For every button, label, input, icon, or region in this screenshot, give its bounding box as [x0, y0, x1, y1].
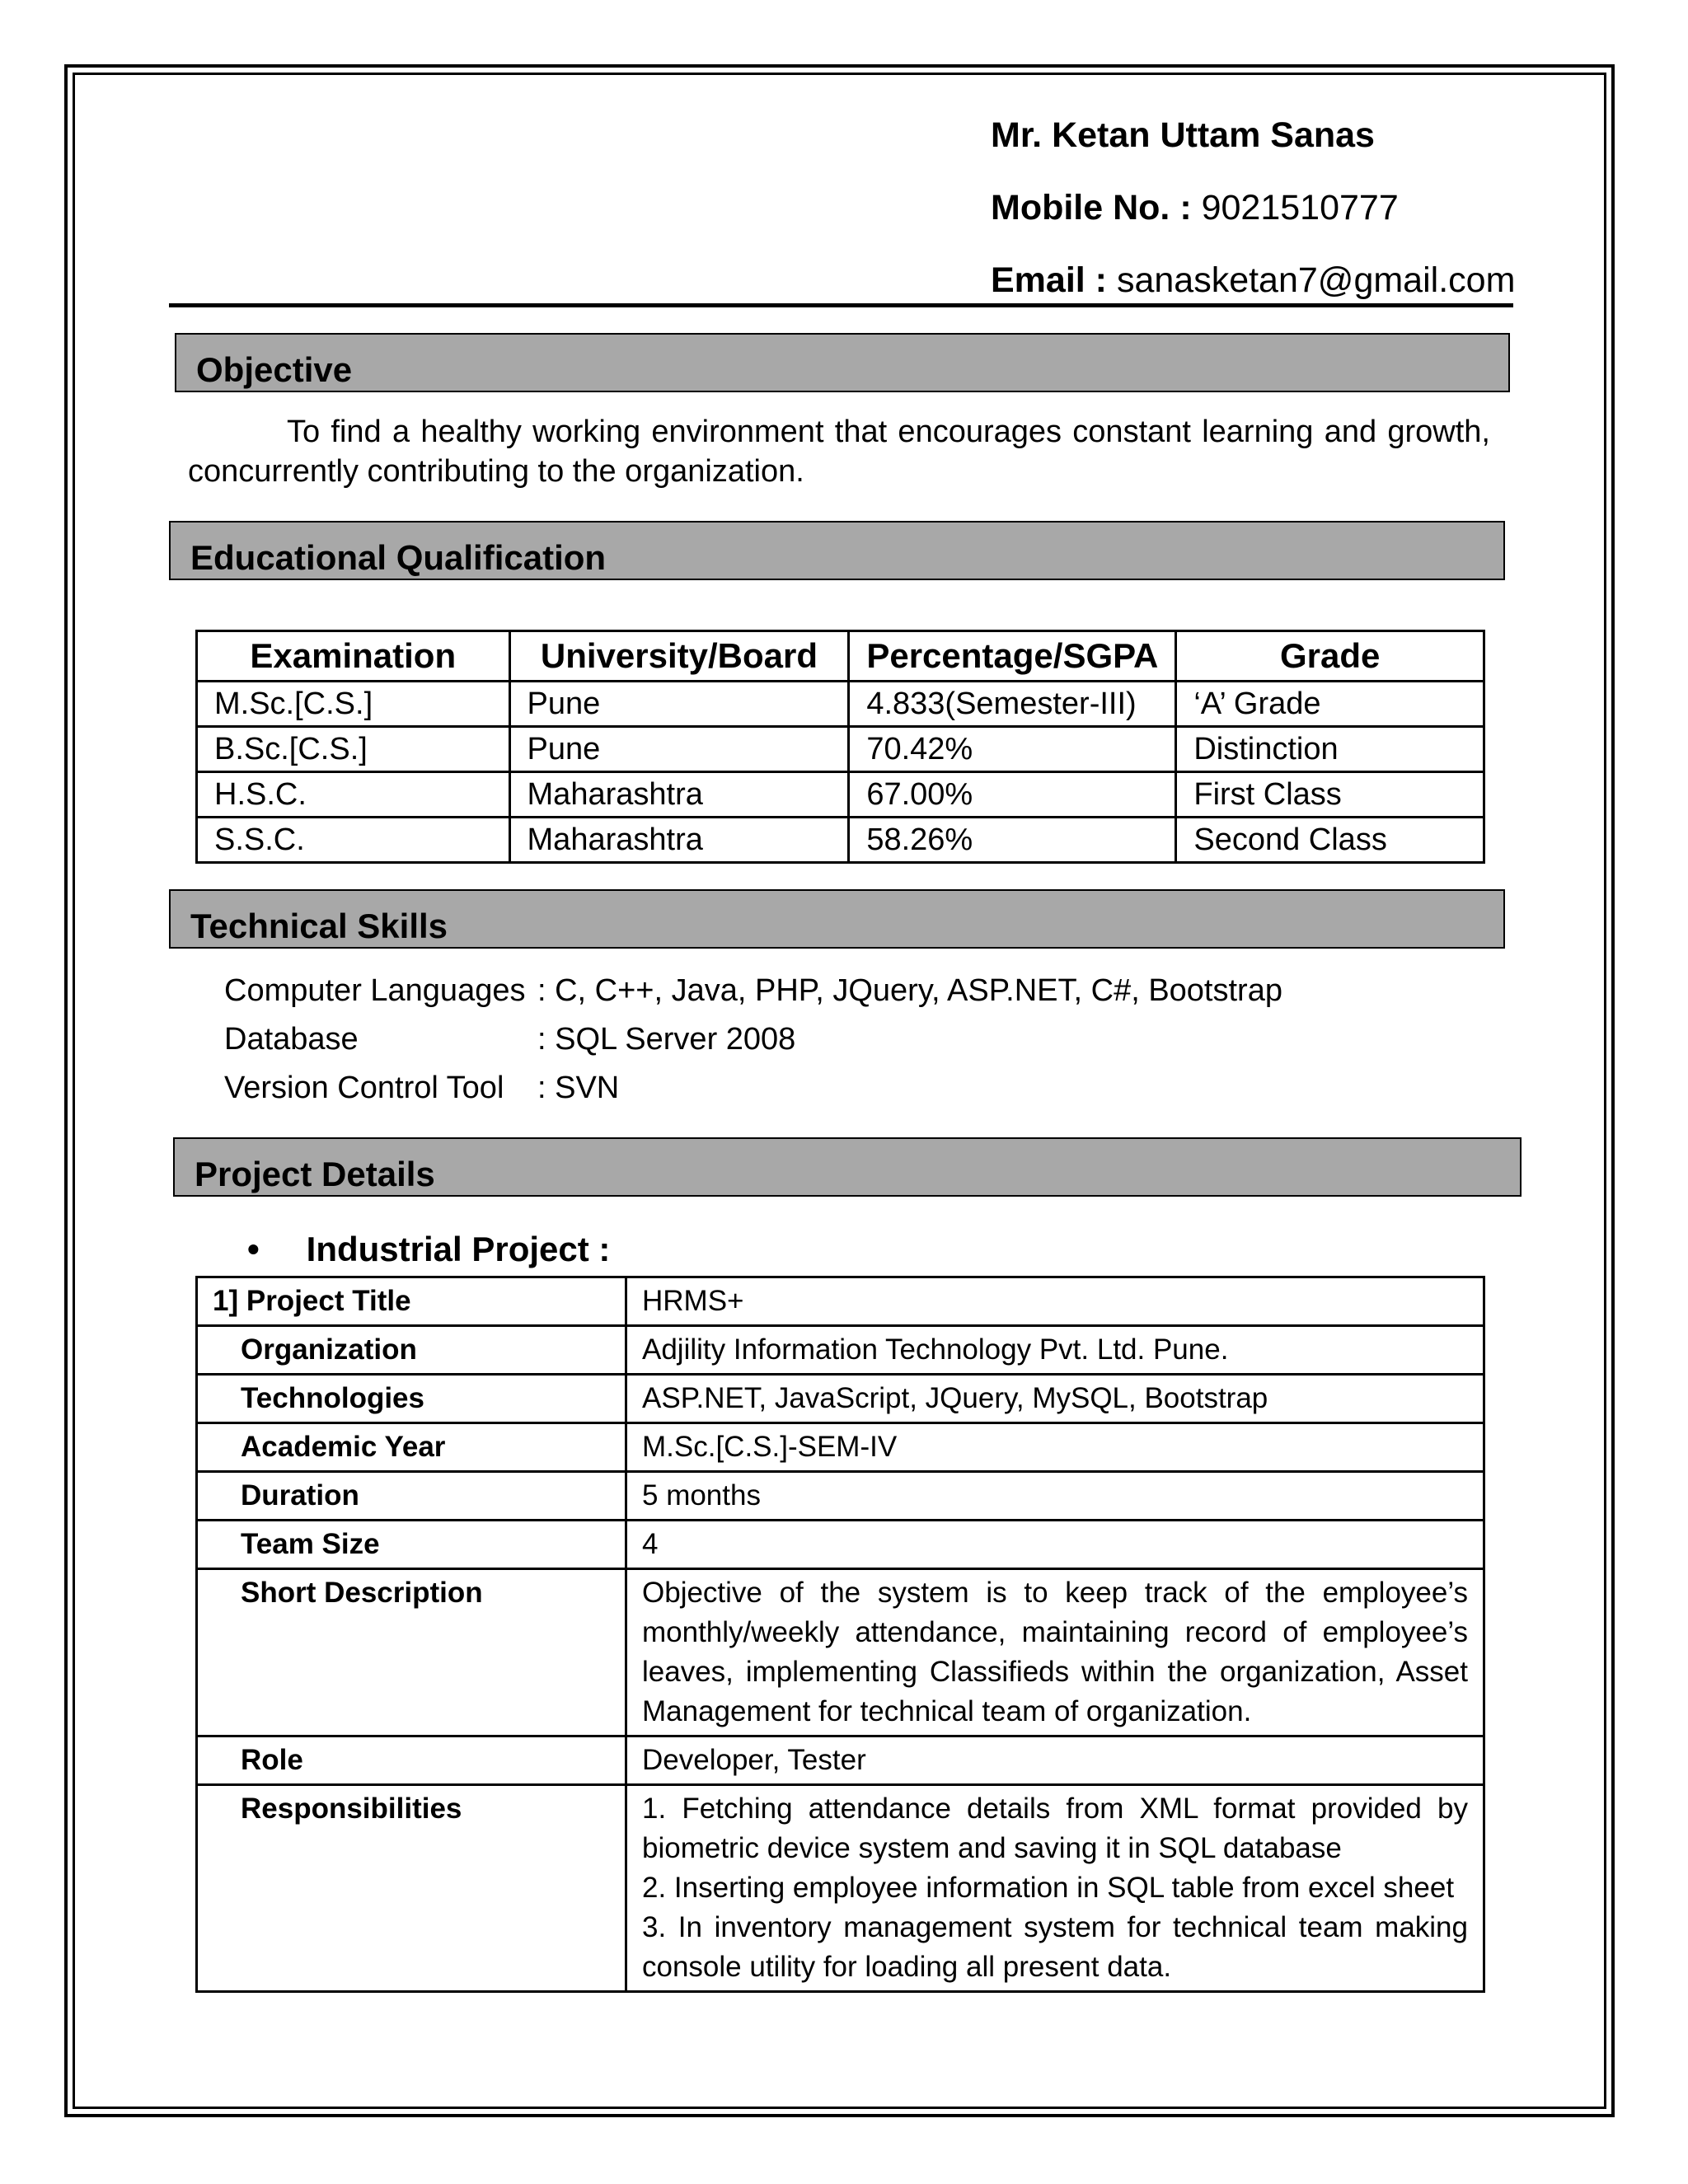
table-row: [197, 1472, 1484, 1521]
skill-label: Version Control Tool: [224, 1071, 504, 1105]
table-cell: ‘A’ Grade: [1176, 682, 1484, 727]
project-field-label: 1] Project Title: [197, 1277, 626, 1326]
table-row: [197, 1569, 1484, 1736]
table-cell: Maharashtra: [509, 818, 849, 863]
bullet-icon: •: [247, 1230, 260, 1268]
table-cell: Distinction: [1176, 727, 1484, 772]
table-cell: Pune: [509, 682, 849, 727]
project-field-label: Responsibilities: [197, 1785, 626, 1992]
skill-row: [224, 1015, 1282, 1064]
table-cell: Pune: [509, 727, 849, 772]
mobile-label: Mobile No. :: [991, 188, 1192, 227]
education-header-row: [197, 631, 1484, 682]
skill-value: : SQL Server 2008: [537, 1022, 796, 1057]
project-field-value: Objective of the system is to keep track of the employee’s monthly/weekly attendance, maintaining record of employee’s leaves, implementing Classifieds within the organization, Asset Management for technical team of organization.: [626, 1569, 1484, 1736]
project-field-value: HRMS+: [626, 1277, 1484, 1326]
table-cell: M.Sc.[C.S.]: [197, 682, 510, 727]
table-row: [197, 682, 1484, 727]
table-cell: 58.26%: [849, 818, 1176, 863]
responsibility-item: 2. Inserting employee information in SQL table from excel sheet: [642, 1872, 1455, 1904]
table-cell: B.Sc.[C.S.]: [197, 727, 510, 772]
objective-text: To find a healthy working environment that encourages constant learning and growth, concurrently contributing to the organization.: [188, 415, 1490, 489]
table-row: [197, 1277, 1484, 1326]
industrial-project-label: Industrial Project :: [306, 1230, 611, 1268]
project-field-value: 5 months: [626, 1472, 1484, 1521]
table-cell: 70.42%: [849, 727, 1176, 772]
skill-row: [224, 967, 1282, 1015]
mobile-line: [991, 171, 1515, 244]
table-cell: H.S.C.: [197, 772, 510, 818]
project-field-label: Duration: [197, 1472, 626, 1521]
table-cell: Maharashtra: [509, 772, 849, 818]
column-header: Examination: [197, 631, 510, 682]
project-field-label: Role: [197, 1736, 626, 1785]
skill-label: Database: [224, 1022, 359, 1057]
project-field-value: [626, 1785, 1484, 1992]
responsibility-item: 3. In inventory management system for technical team making console utility for loading all present data.: [642, 1911, 1468, 1983]
project-field-label: Team Size: [197, 1521, 626, 1569]
table-row: [197, 1785, 1484, 1992]
table-row: [197, 1423, 1484, 1472]
project-field-value: ASP.NET, JavaScript, JQuery, MySQL, Bootstrap: [626, 1375, 1484, 1423]
education-heading: Educational Qualification: [169, 521, 1505, 580]
table-cell: First Class: [1176, 772, 1484, 818]
skill-row: [224, 1064, 1282, 1113]
column-header: Percentage/SGPA: [849, 631, 1176, 682]
mobile-value: 9021510777: [1201, 188, 1399, 227]
table-row: [197, 818, 1484, 863]
table-cell: 67.00%: [849, 772, 1176, 818]
education-table: [195, 630, 1485, 864]
table-row: [197, 1326, 1484, 1375]
project-field-value: Developer, Tester: [626, 1736, 1484, 1785]
email-label: Email :: [991, 260, 1107, 300]
projects-heading: Project Details: [173, 1137, 1522, 1197]
project-field-value: Adjility Information Technology Pvt. Ltd. Pune.: [626, 1326, 1484, 1375]
project-field-label: Organization: [197, 1326, 626, 1375]
column-header: Grade: [1176, 631, 1484, 682]
skill-label: Computer Languages: [224, 973, 526, 1008]
skills-list: [224, 967, 1282, 1113]
objective-heading: Objective: [175, 333, 1510, 392]
email-value: sanasketan7@gmail.com: [1116, 260, 1516, 300]
industrial-project-heading: [247, 1226, 610, 1272]
table-row: [197, 1736, 1484, 1785]
table-row: [197, 727, 1484, 772]
table-cell: Second Class: [1176, 818, 1484, 863]
header-divider: [169, 303, 1513, 307]
project-field-value: M.Sc.[C.S.]-SEM-IV: [626, 1423, 1484, 1472]
skills-heading: Technical Skills: [169, 889, 1505, 949]
table-row: [197, 772, 1484, 818]
table-cell: 4.833(Semester-III): [849, 682, 1176, 727]
column-header: University/Board: [509, 631, 849, 682]
candidate-name: Mr. Ketan Uttam Sanas: [991, 115, 1375, 155]
project-field-label: Technologies: [197, 1375, 626, 1423]
table-cell: S.S.C.: [197, 818, 510, 863]
table-row: [197, 1375, 1484, 1423]
project-table: [195, 1276, 1485, 1993]
contact-header: [991, 99, 1515, 316]
skill-value: : SVN: [537, 1071, 620, 1105]
project-field-label: Short Description: [197, 1569, 626, 1736]
project-field-value: 4: [626, 1521, 1484, 1569]
skill-value: : C, C++, Java, PHP, JQuery, ASP.NET, C#, Bootstrap: [537, 973, 1282, 1008]
responsibility-item: 1. Fetching attendance details from XML format provided by biometric device system and saving it in SQL database: [642, 1793, 1468, 1864]
project-field-label: Academic Year: [197, 1423, 626, 1472]
table-row: [197, 1521, 1484, 1569]
